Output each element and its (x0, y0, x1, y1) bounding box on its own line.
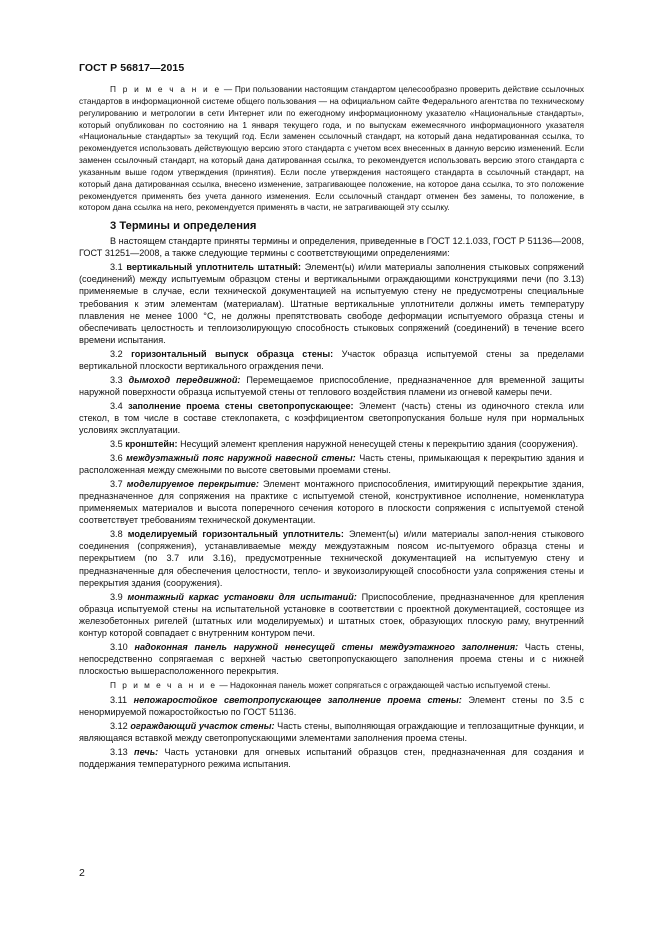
page-content (79, 84, 584, 772)
term-definition (79, 478, 584, 526)
page-header-standard: ГОСТ Р 56817—2015 (79, 62, 185, 74)
term-name: моделируемое перекрытие: (126, 479, 259, 490)
inner-note-label: П р и м е ч а н и е (110, 679, 218, 690)
term-name: междуэтажный пояс наружной навесной стены: (126, 453, 356, 464)
inner-note-text: — Надоконная панель может сопрягаться с ограждающей частью испытуемой стены. (217, 679, 551, 690)
term-definition (79, 438, 584, 450)
term-text: Элемент монтажного приспособления, имитирующий перекрытие здания, предназначенное для сопряжения на практике с испытуемой стеной, конструктивное исполнение, номенклатура применяемых материалов и высота поперечного сечения которого в плоскости сопряжения с испытуемой стеной соответствует требованиям технической документации. (79, 479, 585, 526)
term-text: Часть установки для огневых испытаний образцов стен, предназначенная для создания и поддержания температурного режима испытания. (79, 747, 585, 770)
term-number: 3.10 (110, 641, 128, 652)
term-text: Несущий элемент крепления наружной ненесущей стены к перекрытию здания (сооружения). (177, 439, 578, 450)
page-number: 2 (79, 867, 85, 879)
term-text: Элемент(ы) и/или материалы запол-нения стыкового соединения (сопряжения), устанавливаемые между междуэтажным поясом ис-пытуемого образца стены и перекрытием (по 3.7 или 3.16), предусмотренные технической документацией на испытуемую стену и предназначенные для обеспечения целостности, тепло- и звукоизолирующей способности узла сопряжения стены и перекрытия здания (сооружения). (79, 529, 584, 588)
term-number: 3.13 (110, 747, 128, 758)
inner-note (79, 679, 584, 691)
terms-list-continued (79, 694, 584, 770)
term-name: монтажный каркас установки для испытаний: (127, 591, 357, 602)
term-definition (79, 694, 584, 718)
term-definition (79, 528, 584, 588)
term-name: непожаростойкое светопропускающее заполнение проема стены: (133, 694, 462, 705)
term-definition (79, 641, 584, 677)
term-definition (79, 374, 584, 398)
term-definition (79, 746, 584, 770)
term-text: Элемент стены по 3.5 с ненормируемой пожаростойкостью по ГОСТ 51136. (79, 694, 584, 717)
term-number: 3.4 (110, 400, 123, 411)
term-number: 3.7 (110, 479, 123, 490)
term-text: Приспособление, предназначенное для крепления образца испытуемой стены на испытательной установке в соответствии с проектной документацией, состоящее из железобетонных ригелей (штатных или моделируемых) и штатных стоек, образующих плоскую раму, внутренний контур которой совпадает с внутренним контуром печи. (79, 591, 585, 638)
term-definition (79, 400, 584, 436)
term-definition (79, 720, 584, 744)
term-definition (79, 591, 584, 639)
term-number: 3.3 (110, 374, 123, 385)
term-definition (79, 452, 584, 476)
term-name: кронштейн: (125, 439, 178, 450)
terms-list (79, 261, 584, 677)
term-number: 3.2 (110, 348, 123, 359)
term-name: горизонтальный выпуск образца стены: (131, 348, 334, 359)
term-text: Элемент (часть) стены из одиночного стекла или стекол, в том числе в составе стеклопакета, с коэффициентом светопропускания больше нуля при нормальных условиях эксплуатации. (79, 400, 584, 435)
term-number: 3.1 (110, 262, 123, 273)
term-number: 3.12 (110, 721, 128, 732)
term-name: дымоход передвижной: (128, 374, 241, 385)
note-text: — При пользовании настоящим стандартом целесообразно проверить действие ссылочных стандартов в информационной системе общего пользования — на официальном сайте Федерального агентства по техническому регулированию и метрологии в сети Интернет или по ежегодному информационному указателю «Национальные стандарты», который опубликован по состоянию на 1 января текущего года, и по выпускам ежемесячного информационного указателя «Национальные стандарты» за текущий год. Если заменен ссылочный стандарт, на который дана недатированная ссылка, то рекомендуется использовать действующую версию этого стандарта с учетом всех внесенных в данную версию изменений. Если заменен ссылочный стандарт, на который дана датированная ссылка, то рекомендуется использовать версию этого стандарта с указанным выше годом утверждения (принятия). Если после утверждения настоящего стандарта в ссылочный стандарт, на который дана датированная ссылка, внесено изменение, затрагивающее положение, на которое дана ссылка, то это положение рекомендуется применять без учета данного изменения. Если ссылочный стандарт отменен без замены, то положение, в котором дана ссылка на него, рекомендуется применять в части, не затрагивающей эту ссылку. (79, 84, 584, 213)
term-number: 3.6 (110, 453, 123, 464)
term-definition (79, 348, 584, 372)
term-number: 3.5 (110, 439, 123, 450)
term-text: Элемент(ы) и/или материалы заполнения стыковых сопряжений (соединений) между испытуемым образцом стены и вертикальными ограждающими конструкциями печи (по 3.13) применяемые в случае, если технической документацией на испытуемую стену не предусмотрены специальные требования к этим элементам (материалам). Штатные вертикальные уплотнители должны иметь температуру плавления не менее 1000 °С, не должны препятствовать свободе деформации испытуемого образца стены и обеспечивать целостность и теплоизолирующую способность стыковых сопряжений (соединений) в течение всего времени испытания. (79, 262, 584, 345)
section-intro: В настоящем стандарте приняты термины и определения, приведенные в ГОСТ 12.1.033, ГОСТ Р 51136—2008, ГОСТ 31251—2008, а также следующие термины с соответствующими определениями: (79, 236, 584, 259)
term-name: вертикальный уплотнитель штатный: (126, 262, 302, 273)
term-name: ограждающий участок стены: (130, 721, 275, 732)
term-number: 3.11 (110, 694, 128, 705)
term-name: моделируемый горизонтальный уплотнитель: (127, 529, 344, 540)
term-number: 3.8 (110, 529, 123, 540)
term-name: печь: (134, 747, 159, 758)
section-title: 3 Термины и определения (110, 220, 257, 233)
note-label: П р и м е ч а н и е (110, 84, 222, 94)
term-text: Участок образца испытуемой стены за пределами вертикальной плоскости вертикального ограждения печи. (79, 348, 584, 371)
term-text: Перемещаемое приспособление, предназначенное для временной защиты наружной поверхности образца испытуемой стены от теплового воздействия пламени из огневой камеры печи. (79, 374, 584, 397)
term-name: заполнение проема стены светопропускающее: (128, 400, 354, 411)
term-name: надоконная панель наружной ненесущей стены междуэтажного заполнения: (134, 641, 519, 652)
term-definition (79, 261, 584, 345)
reference-note (79, 84, 584, 214)
term-text: Часть стены, непосредственно сопрягаемая с верхней частью светопропускающего заполнения проема стены и с нижней плоскостью вышерасположенного перекрытия. (79, 641, 585, 676)
term-number: 3.9 (110, 591, 123, 602)
term-text: Часть стены, примыкающая к перекрытию здания и расположенная между смежными по высоте световыми проемами стены. (79, 453, 585, 476)
term-text: Часть стены, выполняющая ограждающие и теплозащитные функции, и являющаяся вставкой между светопропускающими элементами заполнения проема стены. (79, 721, 584, 744)
